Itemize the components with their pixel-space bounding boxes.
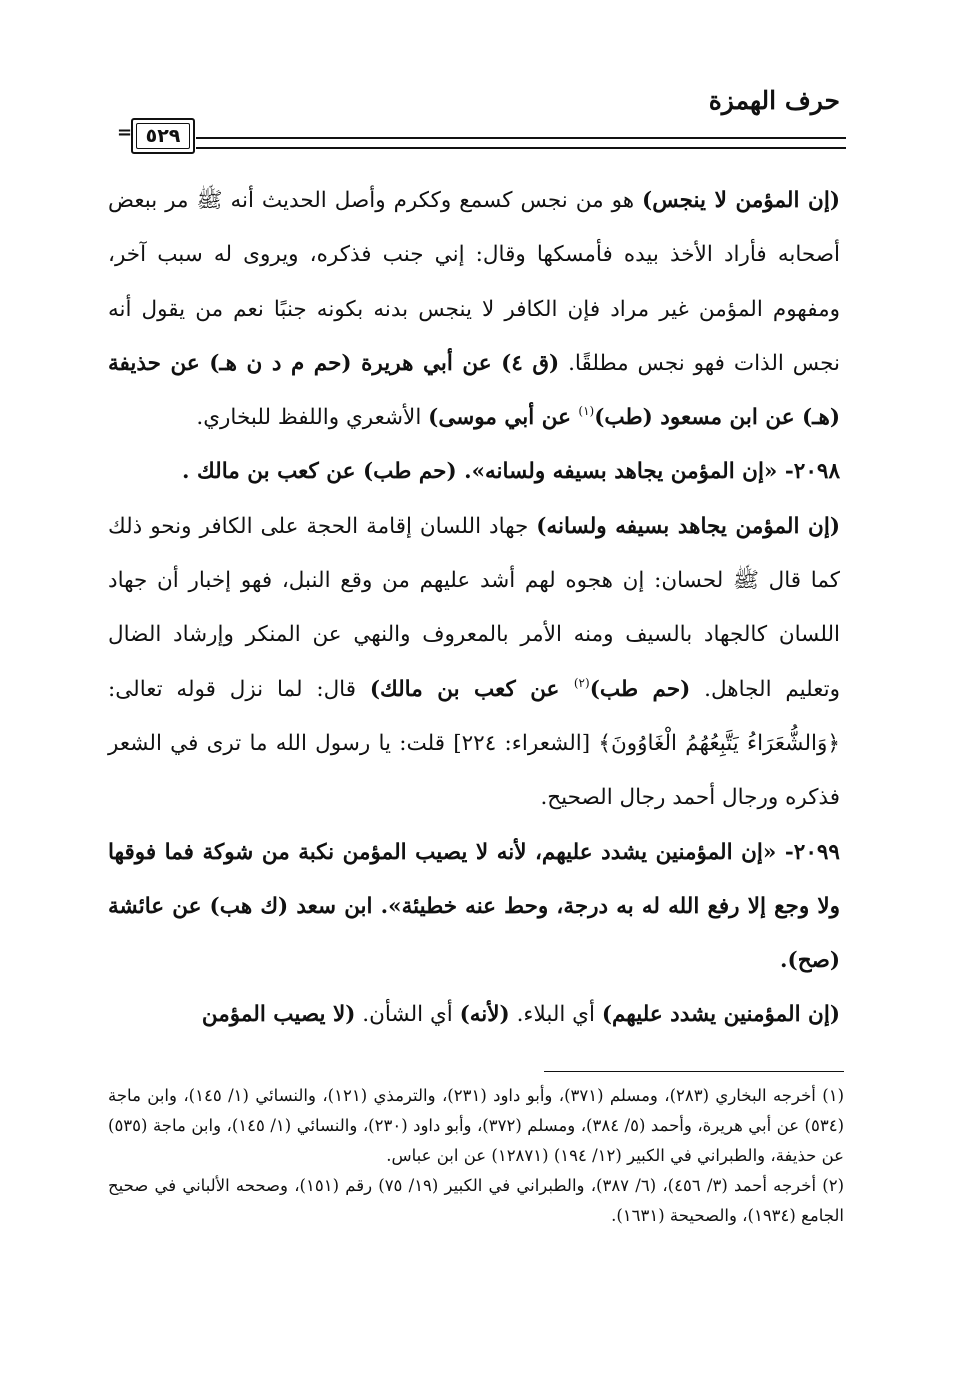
commentary-paragraph-2 [108, 500, 840, 826]
footnote-1: (١) أخرجه البخاري (٢٨٣)، ومسلم (٣٧١)، وأبو داود (٢٣١)، والترمذي (١٢١)، والنسائي (١/ ١٤٥)، وابن ماجة (٥٣٤) عن أبي هريرة، وأحمد (٥/ ٣٨٤)، ومسلم (٣٧٢)، وأبو داود (٢٣٠)، والنسائي (١/ ١٤٥)، وابن ماجة (٥٣٥) عن حذيفة، والطبراني في الكبير (١٢/ ١٩٤) (١٢٨٧١) عن ابن عباس. [108, 1086, 845, 1165]
footnotes [108, 1081, 844, 1231]
hadith-2099 [108, 826, 840, 989]
main-text [108, 174, 840, 1043]
header-double-rule [196, 137, 846, 149]
source-citation: عن أبي موسى) [428, 405, 579, 431]
commentary-text: جهاد اللسان إقامة الحجة على الكافر ونحو ذلك كما قال ﷺ لحسان: إن هجوه لهم أشد عليهم من وقع النبل، فهو إخبار أن جهاد اللسان كالجهاد بالسيف ومنه الأمر بالمعروف والنهي عن المنكر وإرشاد الضال وتعليم الجاهل. [108, 513, 841, 702]
commentary-paragraph-3 [108, 988, 840, 1042]
quoted-hadith-phrase: (إن المؤمن يجاهد بسيفه ولسانه) [536, 513, 840, 539]
hadith-number: ٢٠٩٩- [776, 839, 840, 865]
quoted-hadith-phrase: (لأنه) [459, 1002, 510, 1028]
quoted-hadith-phrase: (إن المؤمن لا ينجس) [642, 188, 840, 213]
footnote-separator [544, 1071, 844, 1072]
page-number-frame [117, 118, 193, 152]
source-citation: (ق ٤) عن أبي هريرة (حم م د ن هـ) عن حذيفة (هـ) عن ابن مسعود (طب) [108, 350, 840, 431]
quoted-hadith-phrase: (إن المؤمنين يشدد عليهم) [601, 1002, 840, 1028]
quoted-hadith-phrase: (لا يصيب المؤمن [201, 1002, 356, 1028]
source-citation: (حم طب) [589, 676, 691, 702]
hadith-number: ٢٠٩٨- [777, 459, 840, 485]
page-number: ٥٢٩ [136, 123, 190, 149]
commentary-text: هو من نجس كسمع وككرم وأصل الحديث أنه ﷺ مر ببعض أصحابه فأراد الأخذ بيده فأمسكها وقال: إني جنب فذكره، ويروى له سبب آخر، ومفهوم المؤمن غير مراد فإن الكافر لا ينجس بدنه بكونه جنبًا نعم من يقول أنه نجس الذات فهو نجس مطلقًا. [108, 188, 840, 376]
commentary-paragraph-1 [108, 174, 840, 445]
hadith-text: «إن المؤمن يجاهد بسيفه ولسانه». (حم طب) عن كعب بن مالك . [182, 459, 778, 485]
hadith-text: «إن المؤمنين يشدد عليهم، لأنه لا يصيب المؤمن نكبة من شوكة فما فوقها ولا وجع إلا رفع الله له به درجة، وحط عنه خطيئة». ابن سعد (ك هب) عن عائشة (صح). [108, 839, 840, 974]
header-ornament: = [117, 122, 133, 143]
footnote-marker-1[interactable]: (١) [578, 404, 595, 419]
footnote-marker-2[interactable]: (٢) [573, 675, 590, 690]
commentary-text: أي البلاء. [509, 1002, 602, 1028]
commentary-text: الأشعري واللفظ للبخاري. [196, 405, 429, 431]
hadith-2098 [108, 445, 840, 499]
footnote-2: (٢) أخرجه أحمد (٣/ ٤٥٦)، (٦/ ٣٨٧)، والطبراني في الكبير (١٩/ ٧٥) رقم (١٥١)، وصححه الألباني في صحيح الجامع (١٩٣٤)، والصحيحة (١٦٣١). [108, 1176, 845, 1225]
commentary-text: أي الشأن. [355, 1002, 460, 1028]
source-citation: عن كعب بن مالك) [369, 676, 574, 702]
commentary-text: قال: لما نزل قوله تعالى: ﴿وَالشُّعَرَاءُ يَتَّبِعُهُمُ الْغَاوُونَ﴾ [الشعراء: ٢٢٤] قلت: يا رسول الله ما ترى في الشعر فذكره ورجال أحمد رجال الصحيح. [108, 676, 840, 811]
running-title: حرف الهمزة [708, 86, 840, 115]
page-number-outer-box [131, 118, 195, 154]
